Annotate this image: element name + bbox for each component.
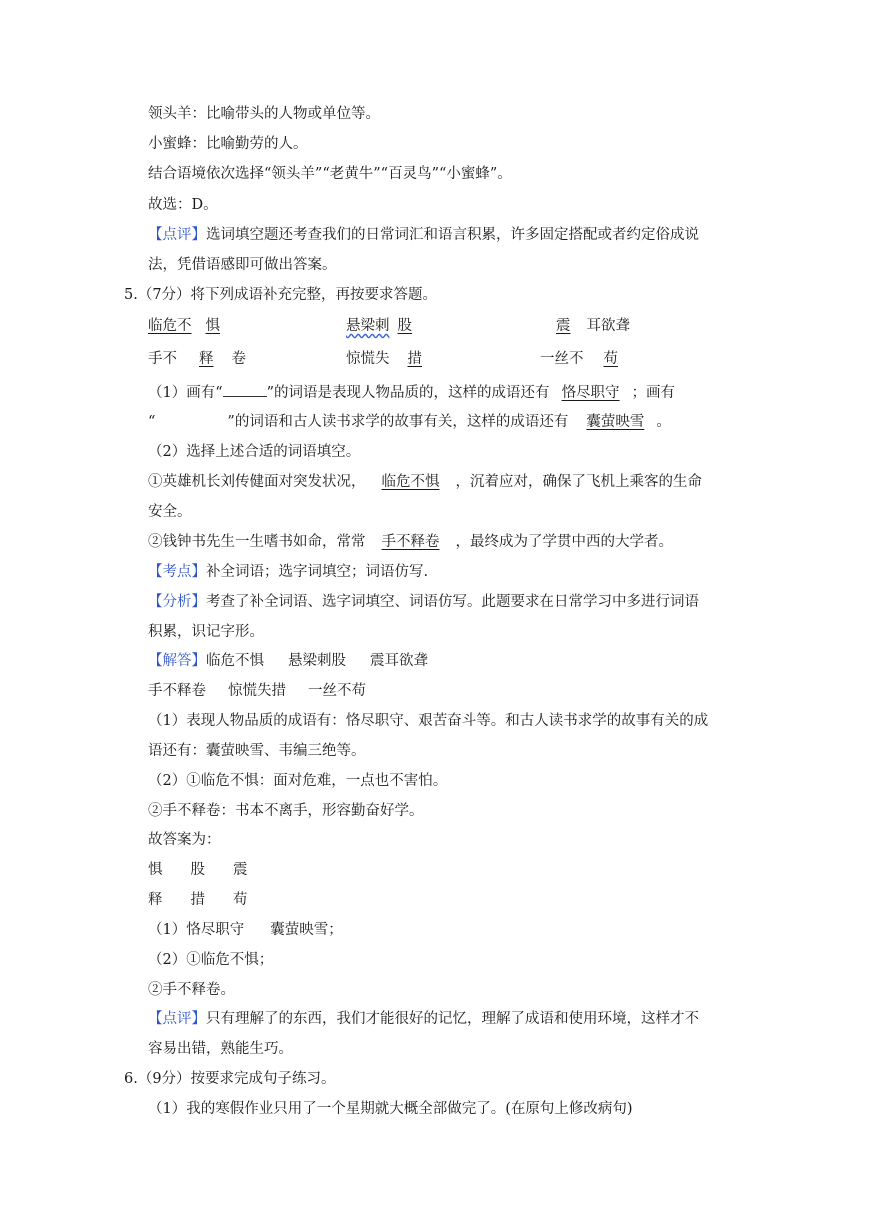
idiom-text: 惊慌失 xyxy=(346,351,390,367)
text: ，最终成为了学贯中西的大学者。 xyxy=(455,534,673,550)
idiom-text: 临危不 xyxy=(148,318,192,334)
idiom-zhenerjulong xyxy=(540,316,630,336)
comment-line xyxy=(148,225,699,245)
text: （1）画有“ xyxy=(148,385,223,401)
answer-heading: 故答案为： xyxy=(148,832,221,848)
dianping-tag: 【点评】 xyxy=(148,1011,206,1027)
idiom-text: 手不 xyxy=(148,351,177,367)
answer-choice: 故选：D。 xyxy=(148,197,218,213)
answer-row-1 xyxy=(148,860,248,880)
dianping-line-cont: 容易出错，熟能生巧。 xyxy=(148,1041,293,1057)
idiom-fill: 震 xyxy=(556,318,571,334)
idiom-text: 卷 xyxy=(231,351,246,367)
idiom-fill: 苟 xyxy=(603,351,618,367)
answer-fill: 手不释卷 xyxy=(381,534,440,550)
idiom-fill: 股 xyxy=(397,318,412,334)
text: ”的词语和古人读书求学的故事有关，这样的成语还有 xyxy=(227,414,569,430)
answer-fill: 恪尽职守 xyxy=(561,385,620,401)
jieda-row-2 xyxy=(148,681,366,701)
kaodian-line xyxy=(148,562,428,582)
sentence-2 xyxy=(148,532,673,552)
text: ，沉着应对，确保了飞机上乘客的生命 xyxy=(455,474,702,490)
comment-line-cont: 法，凭借语感即可做出答案。 xyxy=(148,257,337,273)
idiom-jinghuangshicuo xyxy=(346,349,434,369)
explain-2b: ②手不释卷：书本不离手，形容勤奋好学。 xyxy=(148,803,424,819)
idiom-fill: 释 xyxy=(199,351,214,367)
text: 囊萤映雪； xyxy=(270,922,343,938)
text: 补全词语；选字词填空；词语仿写. xyxy=(206,564,429,580)
answer-row-5: ②手不释卷。 xyxy=(148,982,235,998)
subquestion-2: （2）选择上述合适的词语填空。 xyxy=(148,444,361,460)
text: 惊慌失措 xyxy=(228,683,286,699)
text: 释 xyxy=(148,892,163,908)
text: 震 xyxy=(233,862,248,878)
answer-row-2 xyxy=(148,890,248,910)
text: ”的词语是表现人物品质的，这样的成语还有 xyxy=(266,385,550,401)
comment-text: 选词填空题还考查我们的日常词汇和语言积累，许多固定搭配或者约定俗成说 xyxy=(206,227,699,243)
idiom-text: 耳欲聋 xyxy=(586,318,630,334)
idiom-text: 一丝不 xyxy=(540,351,584,367)
comment-tag: 【点评】 xyxy=(148,227,206,243)
idiom-text: 悬梁刺 xyxy=(346,318,390,334)
answer-row-3 xyxy=(148,920,343,940)
wavy-blank xyxy=(155,412,227,426)
answer-row-4: （2）①临危不惧； xyxy=(148,952,274,968)
answer-fill: 囊萤映雪 xyxy=(586,414,645,430)
fenxi-line-cont: 积累，识记字形。 xyxy=(148,624,264,640)
text: 悬梁刺股 xyxy=(288,653,346,669)
text: 措 xyxy=(190,892,205,908)
text: 临危不惧 xyxy=(206,653,264,669)
fenxi-tag: 【分析】 xyxy=(148,594,206,610)
text: “ xyxy=(148,414,156,430)
kaodian-tag: 【考点】 xyxy=(148,564,206,580)
jieda-line xyxy=(148,651,428,671)
text: 一丝不苟 xyxy=(308,683,366,699)
idiom-yisibugou xyxy=(540,349,632,369)
subquestion-1-line-b xyxy=(148,412,671,432)
text: 考查了补全词语、选字词填空、词语仿写。此题要求在日常学习中多进行词语 xyxy=(206,594,699,610)
dianping-line xyxy=(148,1009,699,1029)
idiom-fill: 惧 xyxy=(205,318,220,334)
question-5-heading: 5.（7分）将下列成语补充完整，再按要求答题。 xyxy=(124,287,438,303)
text: 股 xyxy=(190,862,205,878)
question-6-sub-1: （1）我的寒假作业只用了一个星期就大概全部做完了。(在原句上修改病句) xyxy=(148,1101,633,1117)
idiom-fill: 措 xyxy=(407,351,422,367)
text: ②钱钟书先生一生嗜书如命，常常 xyxy=(148,534,366,550)
text: ；画有 xyxy=(631,385,676,401)
explain-1-cont: 语还有：囊萤映雪、韦编三绝等。 xyxy=(148,743,366,759)
idiom-shoubushijuan xyxy=(148,349,246,369)
text: 震耳欲聋 xyxy=(370,653,428,669)
text: （1）恪尽职守 xyxy=(148,922,245,938)
sentence-1 xyxy=(148,472,702,492)
definition-line-lingtouyang: 领头羊：比喻带头的人物或单位等。 xyxy=(148,106,380,122)
context-line: 结合语境依次选择“领头羊”“老黄牛”“百灵鸟”“小蜜蜂”。 xyxy=(148,166,512,182)
idiom-xuanliangcigu xyxy=(346,316,426,336)
text: ①英雄机长刘传健面对突发状况， xyxy=(148,474,366,490)
sentence-1-cont: 安全。 xyxy=(148,504,192,520)
answer-fill: 临危不惧 xyxy=(381,474,440,490)
idiom-linweibuju xyxy=(148,316,234,336)
underline-blank xyxy=(223,382,267,397)
text: 。 xyxy=(656,414,671,430)
explain-2a: （2）①临危不惧：面对危难，一点也不害怕。 xyxy=(148,773,448,789)
text: 苟 xyxy=(233,892,248,908)
fenxi-line xyxy=(148,592,699,612)
text: 手不释卷 xyxy=(148,683,206,699)
text: 惧 xyxy=(148,862,163,878)
text: 只有理解了的东西，我们才能很好的记忆，理解了成语和使用环境，这样才不 xyxy=(206,1011,699,1027)
definition-line-xiaomifeng: 小蜜蜂：比喻勤劳的人。 xyxy=(148,136,308,152)
question-6-heading: 6.（9分）按要求完成句子练习。 xyxy=(124,1071,336,1087)
subquestion-1-line-a xyxy=(148,382,675,403)
explain-1: （1）表现人物品质的成语有：恪尽职守、艰苦奋斗等。和古人读书求学的故事有关的成 xyxy=(148,713,709,729)
jieda-tag: 【解答】 xyxy=(148,653,206,669)
